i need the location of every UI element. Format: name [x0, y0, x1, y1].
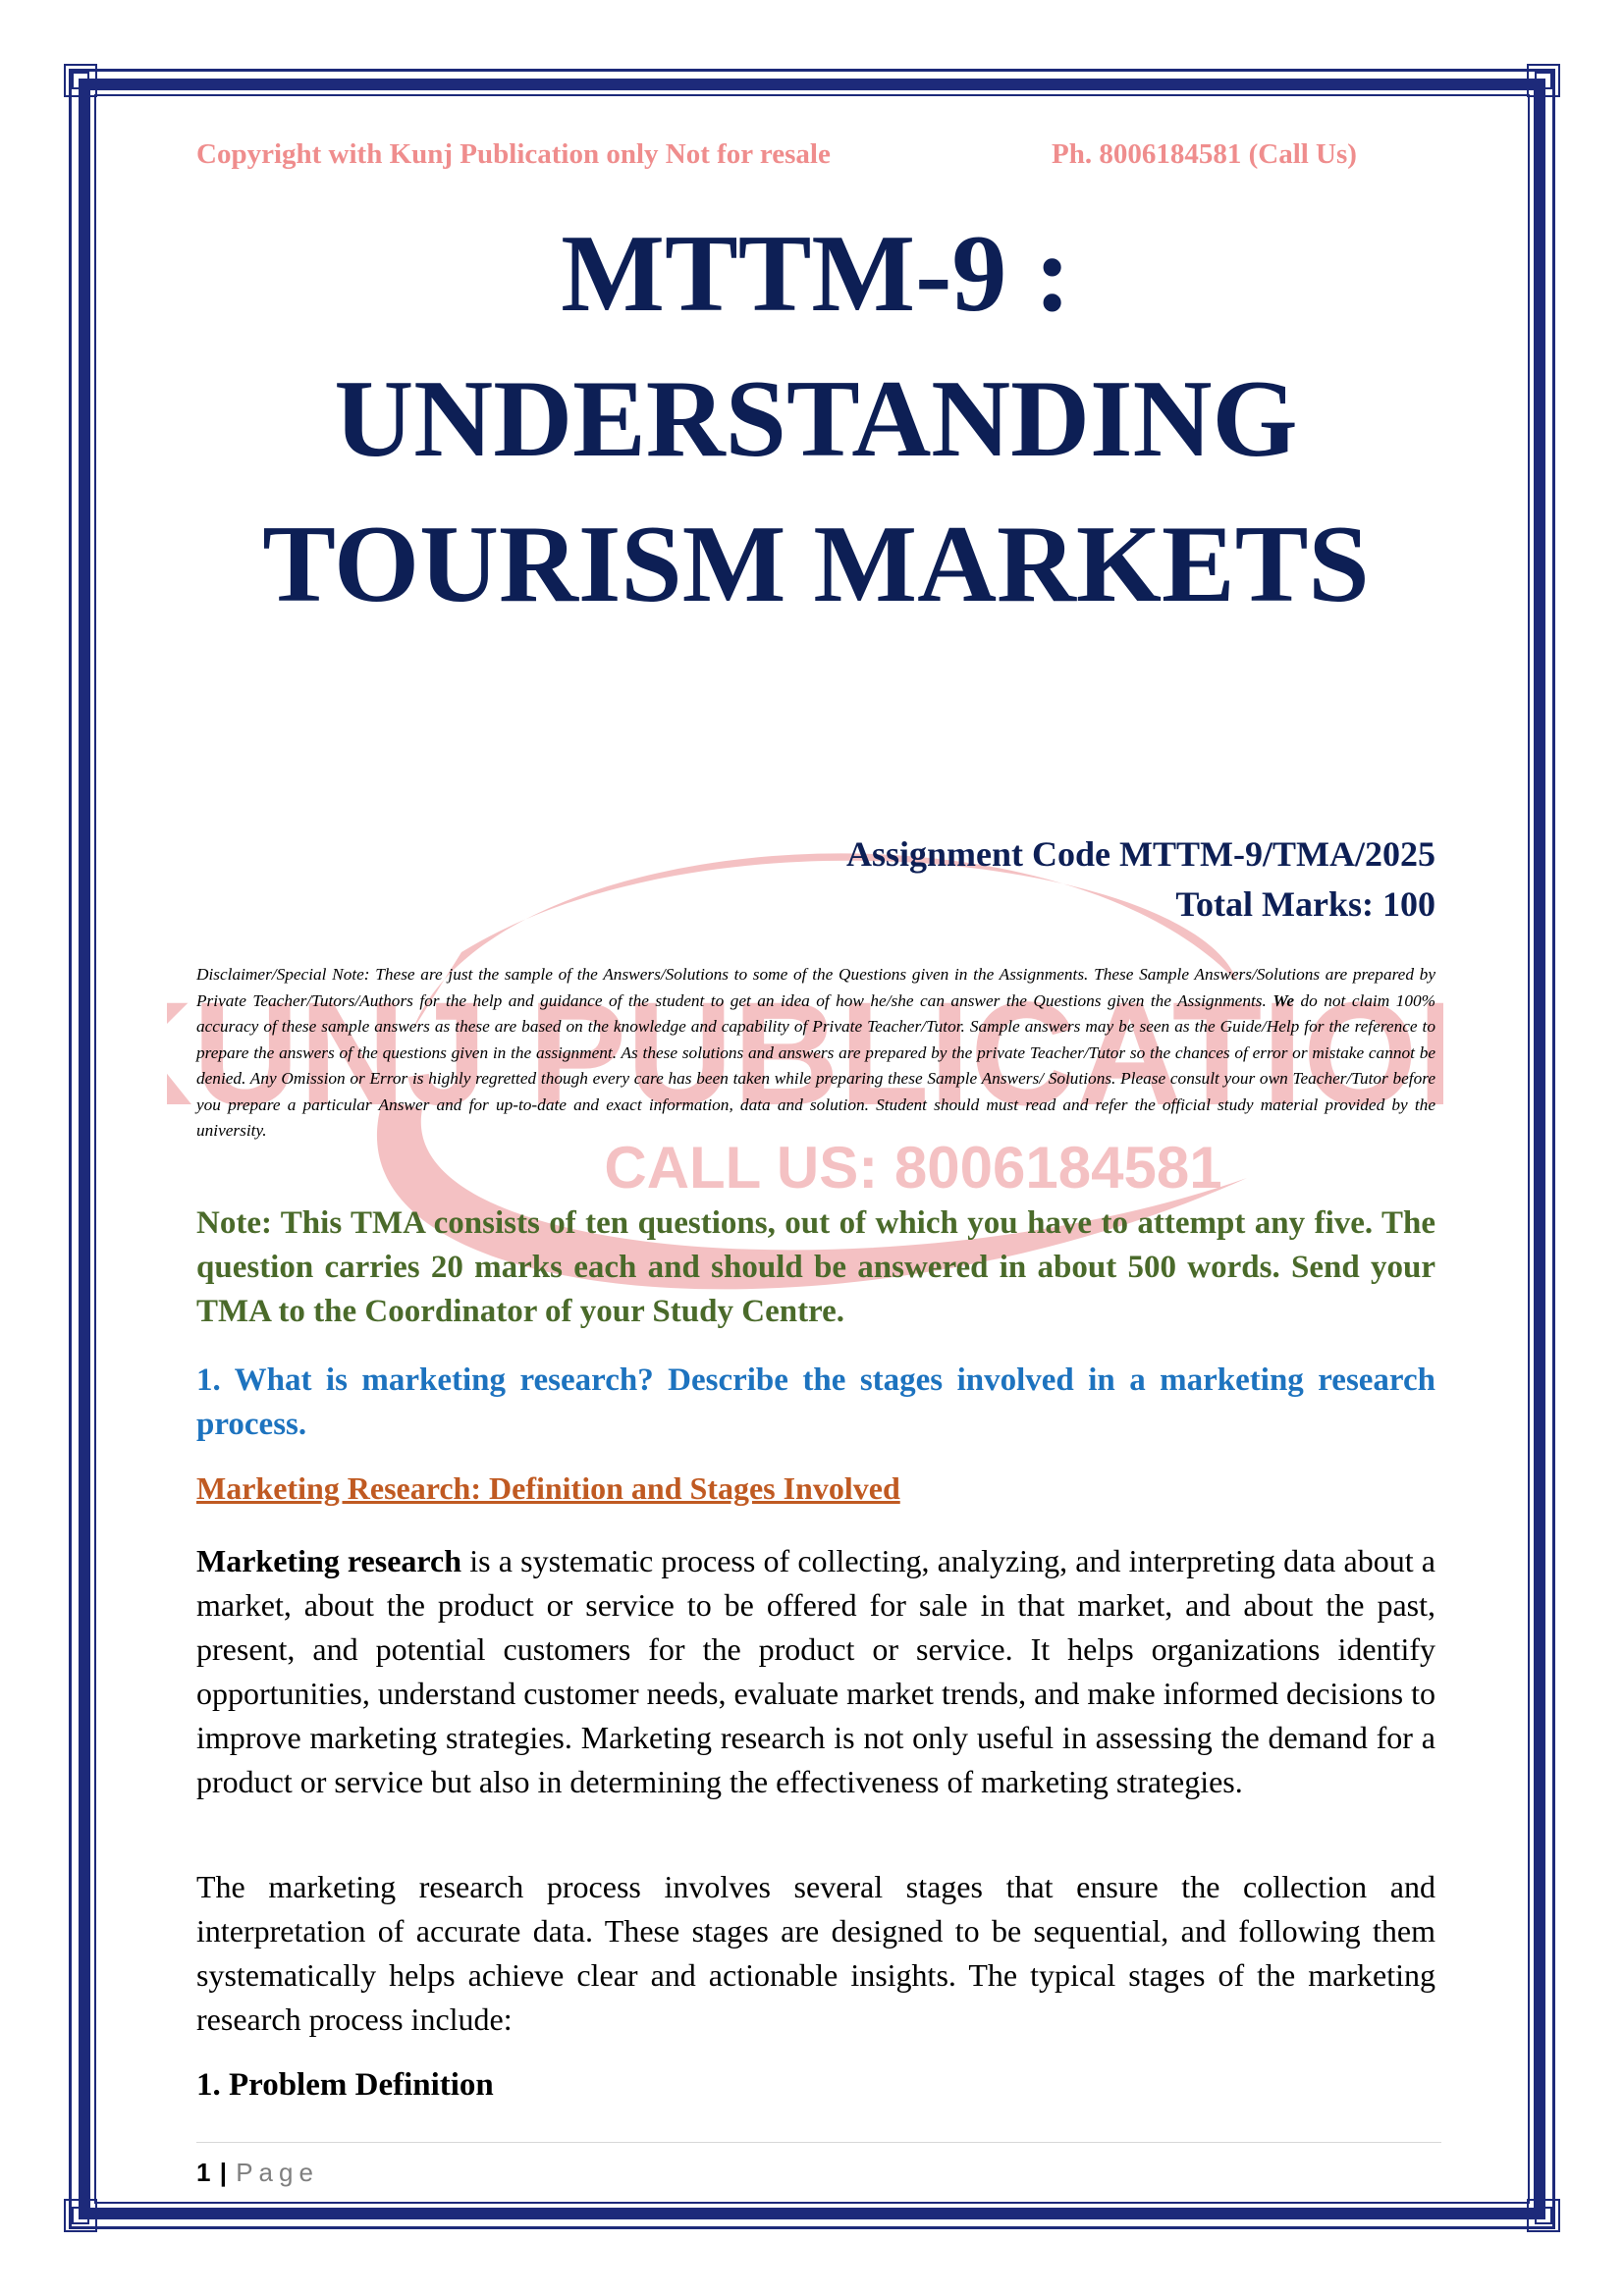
subheading: 1. Problem Definition	[196, 2067, 494, 2103]
copyright-text: Copyright with Kunj Publication only Not for resale	[196, 138, 831, 170]
assignment-info	[846, 829, 1435, 930]
border-corner-ornament	[63, 63, 98, 98]
border-corner-ornament	[1526, 63, 1561, 98]
title-line: MTTM-9 :	[561, 213, 1071, 335]
paragraph-bold-lead: Marketing research	[196, 1543, 462, 1578]
copyright-header	[196, 138, 1435, 171]
watermark-call: CALL US: 8006184581	[604, 1135, 1222, 1201]
disclaimer	[196, 962, 1435, 1145]
disclaimer-we: We	[1272, 990, 1295, 1010]
paragraph-text: is a systematic process of collecting, analyzing, and interpreting data about a market, about the product or service to be offered for sale in that market, and about the past, present, and potential customers for the product or service. It helps organizations identify opportunities, understand customer needs, evaluate market trends, and make informed decisions to improve marketing strategies. Marketing research is not only useful in assessing the demand for a product or service but also in determining the effectiveness of marketing strategies.	[196, 1543, 1436, 1799]
page-footer	[196, 2158, 319, 2188]
paragraph: The marketing research process involves several stages that ensure the collection and interpretation of accurate data. These stages are designed to be sequential, and following them systematically helps achieve clear and actionable insights. The typical stages of the marketing research process include:	[196, 1869, 1435, 2037]
disclaimer-text: Disclaimer/Special Note: These are just the sample of the Answers/Solutions to some of the Questions given in the Assignments. These Sample Answers/Solutions are prepared by Private Teacher/Tutors/Authors for the help and guidance of the student to get an idea of how he/she can answer the Questions given the Assignments.	[196, 965, 1435, 1010]
title-line: TOURISM MARKETS	[262, 504, 1370, 625]
assignment-code: Assignment Code MTTM-9/TMA/2025	[846, 834, 1435, 874]
title-line: UNDERSTANDING	[334, 358, 1298, 480]
paragraph	[196, 1539, 1435, 1804]
border-corner-ornament	[1526, 2198, 1561, 2233]
tma-note: Note: This TMA consists of ten questions, out of which you have to attempt any five. The question carries 20 marks each and should be answered in about 500 words. Send your TMA to the Coordinator of your Study Centre.	[196, 1205, 1435, 1329]
total-marks: Total Marks: 100	[1175, 884, 1435, 924]
page-number: 1	[196, 2158, 212, 2187]
question-1: 1. What is marketing research? Describe the stages involved in a marketing research process.	[196, 1362, 1435, 1442]
watermark-brand: UNJ PUBLICATION	[192, 971, 1443, 1136]
section-heading: Marketing Research: Definition and Stages Involved	[196, 1470, 900, 1506]
phone-text: Ph. 8006184581 (Call Us)	[1052, 138, 1357, 170]
border-corner-ornament	[63, 2198, 98, 2233]
document-title	[196, 201, 1435, 637]
disclaimer-text: do not claim 100% accuracy of these sample answers as these are based on the knowledge and capability of Private Teacher/Tutor. Sample answers may be seen as the Guide/Help for the reference to prepare the answers of the questions given in the assignment. As these solutions and answers are prepared by the private Teacher/Tutor so the chances of error or mistake cannot be denied. Any Omission or Error is highly regretted though every care has been taken while preparing these Sample Answers/ Solutions. Please consult your own Teacher/Tutor before you prepare a particular Answer and for up-to-date and exact information, data and solution. Student should must read and refer the official study material provided by the university.	[196, 990, 1435, 1140]
footer-divider	[196, 2142, 1441, 2143]
page-label: Page	[236, 2158, 319, 2187]
footer-separator: |	[219, 2158, 228, 2187]
